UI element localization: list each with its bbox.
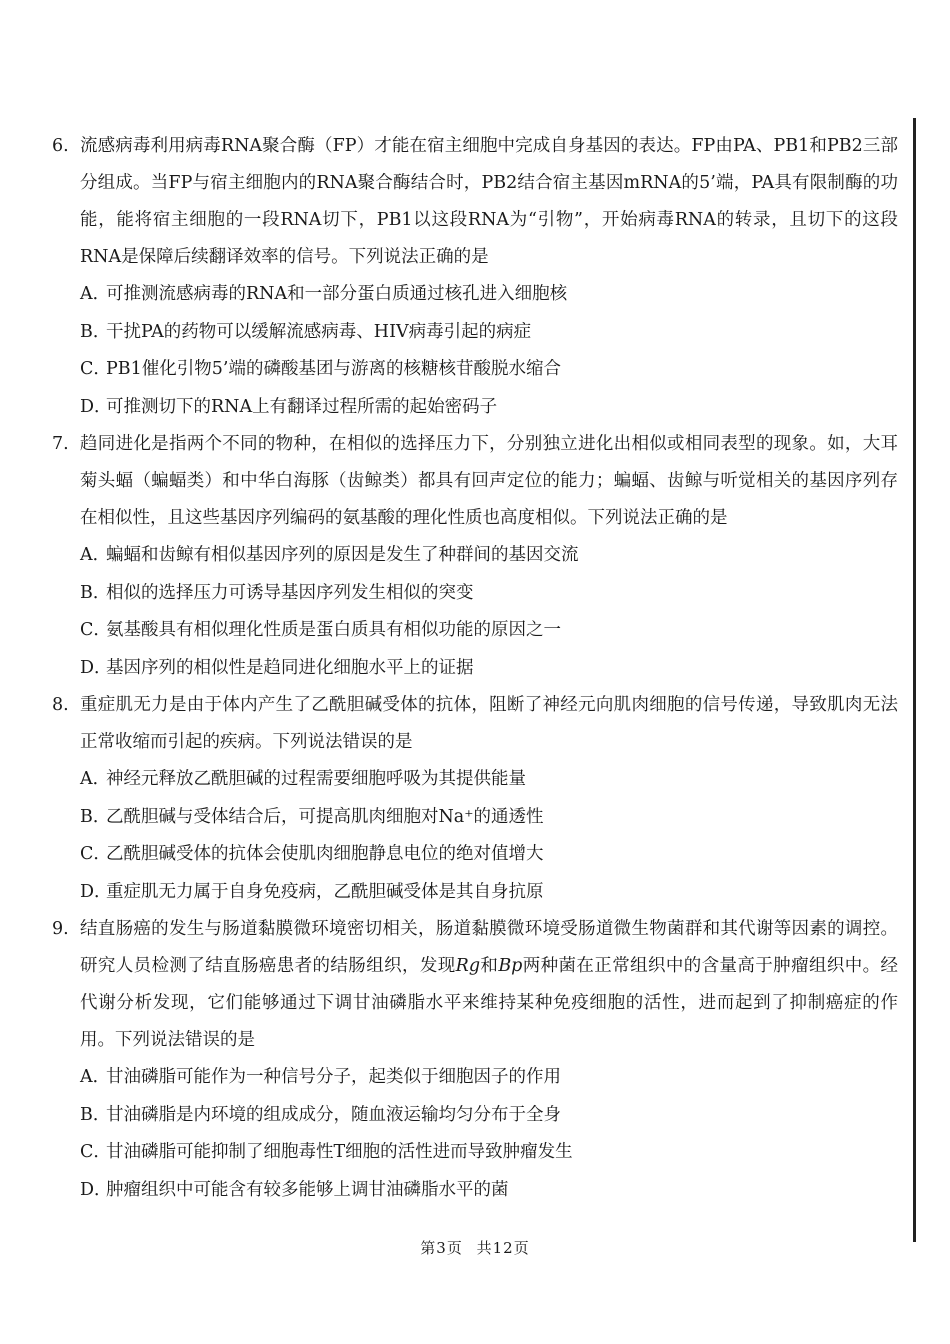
question-text: 流感病毒利用病毒RNA聚合酶（FP）才能在宿主细胞中完成自身基因的表达。FP由PA、PB1和PB2三部分组成。当FP与宿主细胞内的RNA聚合酶结合时，PB2结合宿主基因mRNA的5’端，PA具有限制酶的功能，能将宿主细胞的一段RNA切下，PB1以这段RNA为“引物”，开始病毒RNA的转录，且切下的这段RNA是保障后续翻译效率的信号。下列说法正确的是 (80, 136, 898, 267)
question-8 (52, 687, 898, 911)
option-text: 重症肌无力属于自身免疫病，乙酰胆碱受体是其自身抗原 (106, 881, 544, 902)
option-b (52, 1097, 898, 1135)
option-letter: A． (80, 545, 111, 565)
option-text: PB1催化引物5’端的磷酸基团与游离的核糖核苷酸脱水缩合 (106, 359, 561, 379)
option-letter: D． (80, 881, 112, 902)
option-text: 甘油磷脂可能作为一种信号分子，起类似于细胞因子的作用 (106, 1067, 561, 1087)
option-text: 干扰PA的药物可以缓解流感病毒、HIV病毒引起的病症 (106, 321, 532, 342)
option-b (52, 314, 898, 352)
right-margin-rule (913, 118, 916, 1242)
option-letter: B． (80, 582, 111, 603)
question-number: 7. (52, 434, 69, 454)
option-letter: C． (80, 1142, 111, 1162)
option-text: 相似的选择压力可诱导基因序列发生相似的突变 (106, 582, 474, 603)
option-c (52, 351, 898, 389)
option-text: 可推测切下的RNA上有翻译过程所需的起始密码子 (106, 396, 498, 417)
question-stem (52, 426, 898, 537)
option-b (52, 799, 898, 837)
option-d (52, 389, 898, 427)
option-text: 可推测流感病毒的RNA和一部分蛋白质通过核孔进入细胞核 (106, 284, 568, 304)
question-stem (52, 128, 898, 276)
option-letter: D． (80, 657, 112, 678)
option-letter: D． (80, 396, 112, 417)
page-total: 共12页 (476, 1239, 530, 1257)
option-letter: A． (80, 1067, 111, 1087)
page-footer (0, 1237, 950, 1258)
option-letter: A． (80, 284, 111, 304)
question-number: 9. (52, 919, 69, 939)
option-a (52, 276, 898, 314)
option-letter: B． (80, 321, 111, 342)
question-text: 重症肌无力是由于体内产生了乙酰胆碱受体的抗体，阻断了神经元向肌肉细胞的信号传递，导致肌肉无法正常收缩而引起的疾病。下列说法错误的是 (80, 695, 898, 752)
option-text: 甘油磷脂是内环境的组成成分，随血液运输均匀分布于全身 (106, 1104, 561, 1125)
option-c (52, 1134, 898, 1172)
option-b (52, 575, 898, 613)
option-letter: C． (80, 359, 111, 379)
option-d (52, 650, 898, 688)
option-d (52, 874, 898, 912)
question-number: 6. (52, 136, 69, 156)
option-text: 神经元释放乙酰胆碱的过程需要细胞呼吸为其提供能量 (106, 769, 526, 789)
option-text: 乙酰胆碱与受体结合后，可提高肌肉细胞对Na⁺的通透性 (106, 806, 544, 827)
option-text: 乙酰胆碱受体的抗体会使肌肉细胞静息电位的绝对值增大 (106, 844, 544, 864)
option-a (52, 1059, 898, 1097)
question-text-part: 和 (480, 956, 499, 976)
question-9 (52, 911, 898, 1209)
questions-area (52, 128, 898, 1209)
option-c (52, 836, 898, 874)
question-number: 8. (52, 695, 69, 715)
question-text-part: 两种菌在正常组织中的含量高于肿瘤组织中。经代谢分析发现，它们能够通过下调甘油磷脂水平来维持某种免疫细胞的活性，进而起到了抑制癌症的作用。下列说法错误的是 (80, 956, 899, 1050)
question-6 (52, 128, 898, 426)
bacteria-name-bp: Bp (498, 956, 523, 976)
question-text: 趋同进化是指两个不同的物种，在相似的选择压力下，分别独立进化出相似或相同表型的现象。如，大耳菊头蝠（蝙蝠类）和中华白海豚（齿鲸类）都具有回声定位的能力；蝙蝠、齿鲸与听觉相关的基因序列存在相似性，且这些基因序列编码的氨基酸的理化性质也高度相似。下列说法正确的是 (80, 434, 898, 528)
option-text: 蝙蝠和齿鲸有相似基因序列的原因是发生了种群间的基因交流 (106, 545, 579, 565)
option-letter: A． (80, 769, 111, 789)
option-letter: B． (80, 806, 111, 827)
option-letter: D． (80, 1179, 112, 1200)
question-text-part: 结直肠癌的发生与肠道黏膜微环境密切相关，肠道黏膜微环境受肠道微生物菌群和其代谢等因素的调控。研究人员检测了结直肠癌患者的结肠组织，发现 (80, 919, 898, 976)
page-number: 第3页 (420, 1239, 463, 1257)
option-text: 甘油磷脂可能抑制了细胞毒性T细胞的活性进而导致肿瘤发生 (106, 1142, 573, 1162)
option-a (52, 537, 898, 575)
option-c (52, 612, 898, 650)
option-letter: C． (80, 844, 111, 864)
option-text: 氨基酸具有相似理化性质是蛋白质具有相似功能的原因之一 (106, 620, 561, 640)
bacteria-name-rg: Rg (455, 956, 481, 976)
question-7 (52, 426, 898, 687)
option-d (52, 1172, 898, 1210)
option-letter: C． (80, 620, 111, 640)
option-letter: B． (80, 1104, 111, 1125)
option-text: 基因序列的相似性是趋同进化细胞水平上的证据 (106, 657, 474, 678)
question-stem (52, 911, 898, 1059)
option-a (52, 761, 898, 799)
question-stem (52, 687, 898, 761)
option-text: 肿瘤组织中可能含有较多能够上调甘油磷脂水平的菌 (106, 1179, 509, 1200)
